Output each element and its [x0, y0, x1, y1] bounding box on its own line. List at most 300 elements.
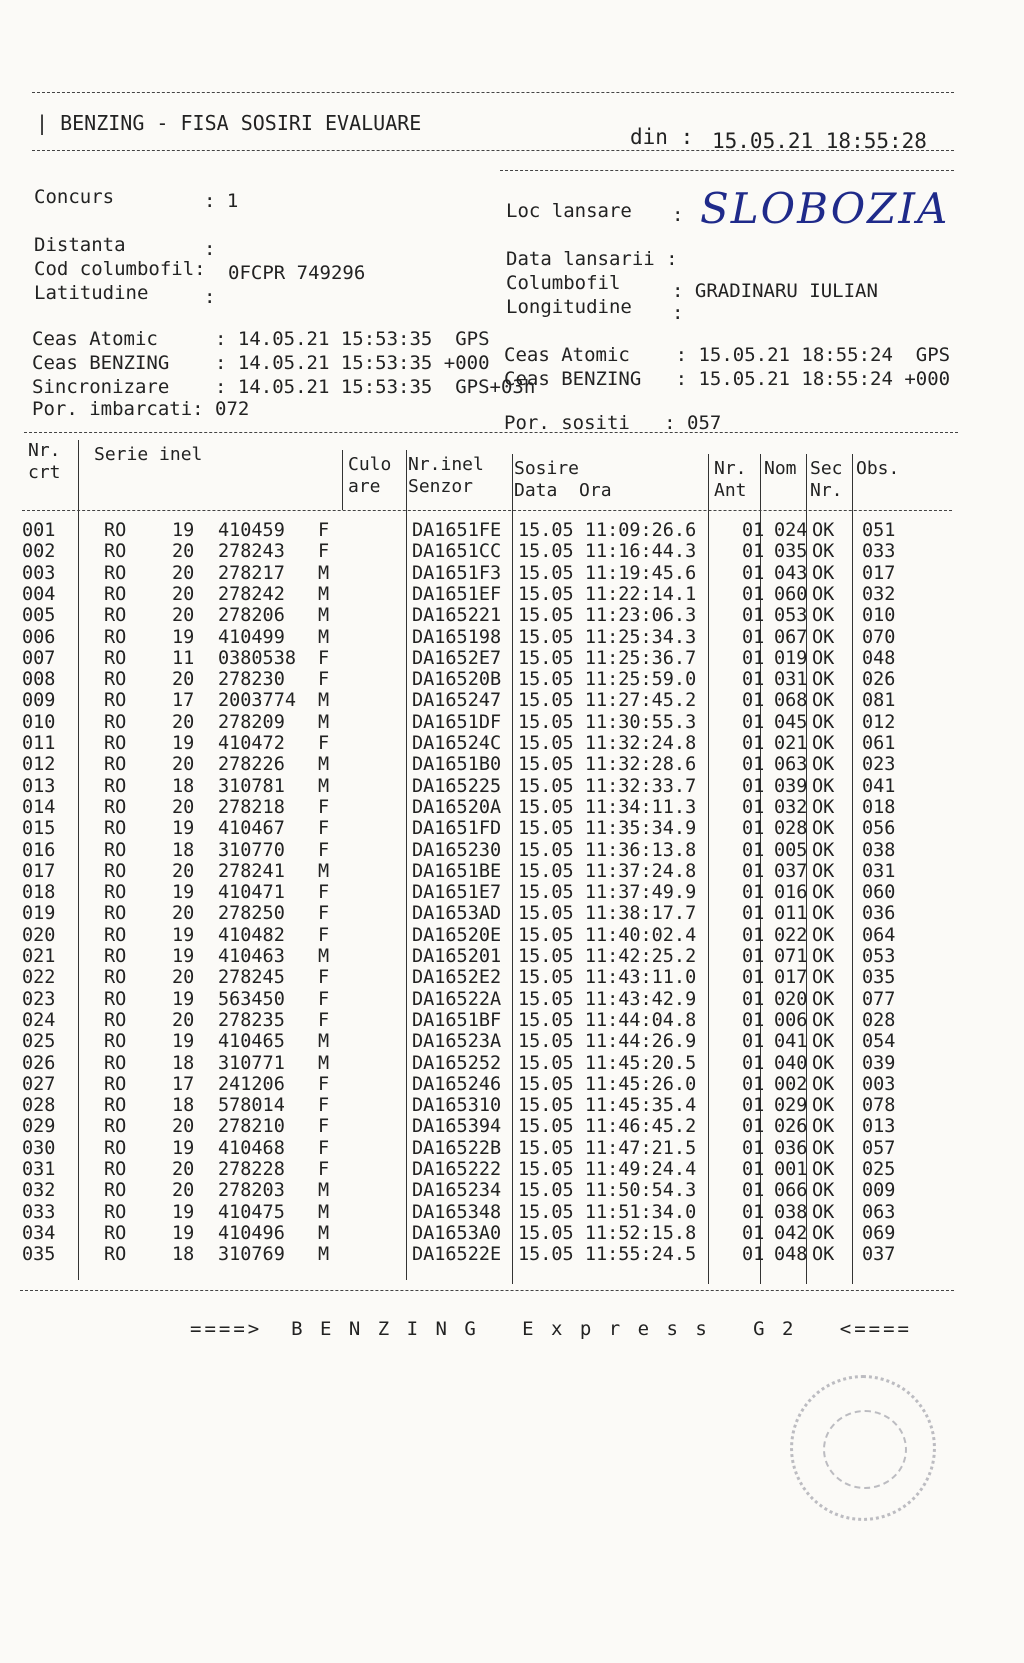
cell-ring-number: 278217	[218, 562, 285, 584]
cell-year: 20	[172, 605, 195, 627]
cell-sec-nr: OK	[812, 669, 835, 691]
cell-nr-crt: 032	[22, 1180, 56, 1202]
cell-nr-crt: 009	[22, 690, 56, 712]
cell-country: RO	[104, 1222, 127, 1244]
cell-nr-crt: 028	[22, 1095, 56, 1117]
cell-sensor-ring: DA165230	[412, 839, 502, 861]
cell-country: RO	[104, 669, 127, 691]
cell-year: 18	[172, 1244, 195, 1266]
cell-nr-ant: 01	[742, 690, 765, 712]
cell-sec-nr: OK	[812, 583, 835, 605]
cell-nr-crt: 026	[22, 1052, 56, 1074]
cell-year: 20	[172, 1159, 195, 1180]
concurs-label: Concurs	[34, 186, 115, 208]
cell-arrival: 15.05 11:37:49.9	[518, 882, 697, 904]
sincronizare: Sincronizare : 14.05.21 15:53:35 GPS+03h	[32, 376, 536, 398]
cell-nr-crt: 017	[22, 860, 56, 882]
cell-nr-crt: 022	[22, 967, 56, 989]
cell-nom: 024	[774, 520, 808, 541]
cell-sex: F	[318, 924, 330, 946]
cell-ring-number: 278210	[218, 1116, 285, 1138]
cell-year: 17	[172, 690, 195, 712]
cell-nr-ant: 01	[742, 733, 765, 754]
cell-nom: 017	[774, 967, 808, 989]
cell-nom: 011	[774, 903, 808, 925]
cell-obs: 028	[862, 1009, 896, 1031]
cell-ring-number: 410459	[218, 520, 285, 541]
cell-sensor-ring: DA1651F3	[412, 562, 502, 584]
cell-sensor-ring: DA1651DF	[412, 711, 502, 733]
cell-year: 18	[172, 839, 195, 861]
col-divider	[852, 454, 853, 1284]
cell-year: 20	[172, 711, 195, 733]
cell-sec-nr: OK	[812, 796, 835, 818]
cell-sec-nr: OK	[812, 733, 835, 754]
cell-ring-number: 310771	[218, 1052, 285, 1074]
ceas-benzing-start: Ceas BENZING : 14.05.21 15:53:35 +000	[32, 352, 490, 374]
header-nr-ant: Nr. Ant	[714, 458, 747, 501]
cell-nr-crt: 027	[22, 1073, 56, 1095]
cell-ring-number: 310781	[218, 775, 285, 797]
document-title-bar: | BENZING - FISA SOSIRI EVALUARE	[36, 111, 422, 135]
cell-year: 18	[172, 775, 195, 797]
cell-nr-ant: 01	[742, 1052, 765, 1074]
cell-sensor-ring: DA1651BE	[412, 860, 502, 882]
cell-nom: 038	[774, 1201, 808, 1223]
table-top-rule	[24, 432, 958, 433]
cell-year: 20	[172, 903, 195, 925]
cell-obs: 035	[862, 967, 896, 989]
longitudine-colon: :	[672, 302, 684, 324]
cell-obs: 069	[862, 1222, 896, 1244]
cell-nr-crt: 023	[22, 988, 56, 1010]
cell-nom: 019	[774, 647, 808, 669]
cell-nr-crt: 025	[22, 1031, 56, 1053]
cell-country: RO	[104, 1009, 127, 1031]
loc-lansare-handwritten: SLOBOZIA	[700, 184, 950, 233]
cell-sec-nr: OK	[812, 520, 835, 541]
cell-arrival: 15.05 11:32:33.7	[518, 775, 697, 797]
cell-country: RO	[104, 818, 127, 840]
cell-year: 20	[172, 562, 195, 584]
cell-nr-ant: 01	[742, 839, 765, 861]
data-lansarii-label: Data lansarii :	[506, 248, 678, 270]
ceas-atomic-end: Ceas Atomic : 15.05.21 18:55:24 GPS	[504, 344, 951, 366]
header-bottom-rule	[22, 510, 952, 511]
cell-ring-number: 310770	[218, 839, 285, 861]
cell-country: RO	[104, 1137, 127, 1159]
cell-nom: 071	[774, 946, 808, 967]
cell-sec-nr: OK	[812, 860, 835, 882]
cell-obs: 025	[862, 1159, 896, 1180]
cell-year: 20	[172, 541, 195, 563]
cell-sensor-ring: DA1651EF	[412, 583, 502, 605]
cell-nr-ant: 01	[742, 946, 765, 967]
cell-year: 19	[172, 1137, 195, 1159]
cod-columbofil-value: 0FCPR 749296	[228, 262, 366, 284]
cell-year: 20	[172, 1116, 195, 1138]
cell-nom: 060	[774, 583, 808, 605]
cell-nr-crt: 021	[22, 946, 56, 967]
cell-nom: 066	[774, 1180, 808, 1202]
cell-sex: M	[318, 1052, 330, 1074]
cell-nom: 042	[774, 1222, 808, 1244]
cell-nr-crt: 010	[22, 711, 56, 733]
cell-year: 19	[172, 520, 195, 541]
cell-year: 19	[172, 946, 195, 967]
cell-year: 19	[172, 626, 195, 648]
cell-sensor-ring: DA1651E7	[412, 882, 502, 904]
cell-country: RO	[104, 860, 127, 882]
cell-arrival: 15.05 11:32:28.6	[518, 754, 697, 776]
cell-sec-nr: OK	[812, 1137, 835, 1159]
cell-sensor-ring: DA165225	[412, 775, 502, 797]
cell-sex: M	[318, 1244, 330, 1266]
cell-nom: 053	[774, 605, 808, 627]
cell-ring-number: 278209	[218, 711, 285, 733]
cell-year: 17	[172, 1073, 195, 1095]
cell-obs: 017	[862, 562, 896, 584]
cell-ring-number: 410468	[218, 1137, 285, 1159]
cell-arrival: 15.05 11:49:24.4	[518, 1159, 697, 1180]
cell-arrival: 15.05 11:52:15.8	[518, 1222, 697, 1244]
ceas-atomic-start: Ceas Atomic : 14.05.21 15:53:35 GPS	[32, 328, 490, 350]
cell-year: 18	[172, 1052, 195, 1074]
cell-sec-nr: OK	[812, 1159, 835, 1180]
cell-country: RO	[104, 605, 127, 627]
cell-sex: F	[318, 1073, 330, 1095]
cell-arrival: 15.05 11:27:45.2	[518, 690, 697, 712]
cell-nr-crt: 008	[22, 669, 56, 691]
cell-nom: 026	[774, 1116, 808, 1138]
cell-year: 19	[172, 924, 195, 946]
cell-country: RO	[104, 1180, 127, 1202]
cell-country: RO	[104, 1244, 127, 1266]
cell-country: RO	[104, 946, 127, 967]
cell-sec-nr: OK	[812, 967, 835, 989]
cell-arrival: 15.05 11:22:14.1	[518, 583, 697, 605]
cell-obs: 026	[862, 669, 896, 691]
cell-obs: 010	[862, 605, 896, 627]
cell-sec-nr: OK	[812, 1095, 835, 1117]
cell-sensor-ring: DA165198	[412, 626, 502, 648]
cell-nom: 048	[774, 1244, 808, 1266]
cell-sec-nr: OK	[812, 903, 835, 925]
columbofil-value: : GRADINARU IULIAN	[672, 280, 878, 302]
cell-sex: F	[318, 839, 330, 861]
cell-country: RO	[104, 562, 127, 584]
cell-nr-crt: 005	[22, 605, 56, 627]
cell-ring-number: 410471	[218, 882, 285, 904]
cell-obs: 009	[862, 1180, 896, 1202]
cell-nom: 031	[774, 669, 808, 691]
cell-nr-ant: 01	[742, 967, 765, 989]
cell-sec-nr: OK	[812, 541, 835, 563]
round-stamp	[790, 1375, 936, 1521]
cell-arrival: 15.05 11:44:04.8	[518, 1009, 697, 1031]
header-nr-inel-senzor: Nr.inel Senzor	[408, 454, 484, 497]
cell-sensor-ring: DA165394	[412, 1116, 502, 1138]
cell-nr-ant: 01	[742, 1073, 765, 1095]
cell-year: 20	[172, 796, 195, 818]
cell-nr-crt: 034	[22, 1222, 56, 1244]
cell-nom: 028	[774, 818, 808, 840]
cell-year: 11	[172, 647, 195, 669]
cell-obs: 003	[862, 1073, 896, 1095]
cell-sex: F	[318, 967, 330, 989]
cell-sensor-ring: DA165348	[412, 1201, 502, 1223]
cell-sex: M	[318, 605, 330, 627]
cell-sex: M	[318, 626, 330, 648]
cell-arrival: 15.05 11:40:02.4	[518, 924, 697, 946]
cell-sec-nr: OK	[812, 1031, 835, 1053]
cell-ring-number: 278206	[218, 605, 285, 627]
cell-sensor-ring: DA1652E2	[412, 967, 502, 989]
cell-arrival: 15.05 11:55:24.5	[518, 1244, 697, 1266]
cell-year: 20	[172, 583, 195, 605]
cell-obs: 054	[862, 1031, 896, 1053]
cell-country: RO	[104, 1116, 127, 1138]
cell-sex: F	[318, 1095, 330, 1117]
cell-nr-crt: 012	[22, 754, 56, 776]
cell-nom: 039	[774, 775, 808, 797]
cell-arrival: 15.05 11:44:26.9	[518, 1031, 697, 1053]
date-bottom-rule	[500, 170, 954, 171]
latitudine-colon: :	[204, 286, 216, 308]
ceas-benzing-end: Ceas BENZING : 15.05.21 18:55:24 +000	[504, 368, 951, 390]
cell-obs: 061	[862, 733, 896, 754]
cell-sec-nr: OK	[812, 647, 835, 669]
cell-obs: 013	[862, 1116, 896, 1138]
cell-nom: 041	[774, 1031, 808, 1053]
cell-nr-crt: 002	[22, 541, 56, 563]
cell-sec-nr: OK	[812, 1073, 835, 1095]
cell-sex: F	[318, 1159, 330, 1180]
cell-arrival: 15.05 11:23:06.3	[518, 605, 697, 627]
cell-ring-number: 278235	[218, 1009, 285, 1031]
cell-sex: F	[318, 988, 330, 1010]
cell-obs: 012	[862, 711, 896, 733]
cell-year: 20	[172, 669, 195, 691]
cell-sensor-ring: DA16520E	[412, 924, 502, 946]
cell-nr-crt: 013	[22, 775, 56, 797]
cell-sec-nr: OK	[812, 839, 835, 861]
cell-obs: 041	[862, 775, 896, 797]
cell-arrival: 15.05 11:45:35.4	[518, 1095, 697, 1117]
cell-nom: 040	[774, 1052, 808, 1074]
cell-nr-crt: 033	[22, 1201, 56, 1223]
cell-sensor-ring: DA1653A0	[412, 1222, 502, 1244]
cell-nr-crt: 004	[22, 583, 56, 605]
cell-ring-number: 0380538	[218, 647, 296, 669]
cell-obs: 037	[862, 1244, 896, 1266]
cell-sex: F	[318, 903, 330, 925]
cell-arrival: 15.05 11:25:36.7	[518, 647, 697, 669]
cell-sex: M	[318, 775, 330, 797]
cell-nom: 005	[774, 839, 808, 861]
cell-nr-crt: 001	[22, 520, 56, 541]
cell-year: 19	[172, 1201, 195, 1223]
cell-country: RO	[104, 924, 127, 946]
cell-sec-nr: OK	[812, 946, 835, 967]
header-sosire: Sosire Data Ora	[514, 458, 612, 501]
cell-sec-nr: OK	[812, 1009, 835, 1031]
header-serie-inel: Serie inel	[94, 444, 203, 465]
cell-nr-crt: 035	[22, 1244, 56, 1266]
cell-nom: 043	[774, 562, 808, 584]
cell-sensor-ring: DA1651FE	[412, 520, 502, 541]
cell-sensor-ring: DA1652E7	[412, 647, 502, 669]
cell-nom: 002	[774, 1073, 808, 1095]
cell-nr-ant: 01	[742, 1116, 765, 1138]
cell-sec-nr: OK	[812, 882, 835, 904]
cell-year: 20	[172, 1180, 195, 1202]
cell-ring-number: 278228	[218, 1159, 285, 1180]
cell-sex: M	[318, 562, 330, 584]
cell-country: RO	[104, 839, 127, 861]
cell-ring-number: 278230	[218, 669, 285, 691]
cell-sensor-ring: DA165252	[412, 1052, 502, 1074]
cell-sex: F	[318, 796, 330, 818]
cell-obs: 081	[862, 690, 896, 712]
cell-obs: 051	[862, 520, 896, 541]
por-imbarcati: Por. imbarcati: 072	[32, 398, 250, 420]
cell-sex: F	[318, 647, 330, 669]
cell-nr-ant: 01	[742, 924, 765, 946]
cell-sex: F	[318, 1116, 330, 1138]
cell-sec-nr: OK	[812, 626, 835, 648]
cell-sec-nr: OK	[812, 711, 835, 733]
cell-nr-ant: 01	[742, 605, 765, 627]
cell-sensor-ring: DA16523A	[412, 1031, 502, 1053]
title-bottom-rule	[32, 150, 954, 151]
cell-nom: 035	[774, 541, 808, 563]
cell-obs: 053	[862, 946, 896, 967]
cell-nr-ant: 01	[742, 1201, 765, 1223]
cell-obs: 039	[862, 1052, 896, 1074]
footer-banner: ====> B E N Z I N G E x p r e s s G 2 <====	[190, 1318, 912, 1340]
cell-sec-nr: OK	[812, 605, 835, 627]
cell-ring-number: 410472	[218, 733, 285, 754]
cell-obs: 036	[862, 903, 896, 925]
cell-nr-ant: 01	[742, 775, 765, 797]
cell-obs: 048	[862, 647, 896, 669]
cell-arrival: 15.05 11:30:55.3	[518, 711, 697, 733]
cell-nr-ant: 01	[742, 903, 765, 925]
cell-arrival: 15.05 11:25:34.3	[518, 626, 697, 648]
cell-nom: 067	[774, 626, 808, 648]
distanta-colon: :	[204, 238, 216, 260]
cell-arrival: 15.05 11:38:17.7	[518, 903, 697, 925]
header-culoare: Culo are	[348, 454, 392, 497]
din-label: din :	[630, 125, 694, 149]
cell-nr-crt: 018	[22, 882, 56, 904]
cell-arrival: 15.05 11:43:42.9	[518, 988, 697, 1010]
cell-sec-nr: OK	[812, 1201, 835, 1223]
cell-nr-crt: 006	[22, 626, 56, 648]
cell-obs: 056	[862, 818, 896, 840]
cell-obs: 070	[862, 626, 896, 648]
cell-ring-number: 278218	[218, 796, 285, 818]
cell-sec-nr: OK	[812, 1180, 835, 1202]
cell-sec-nr: OK	[812, 562, 835, 584]
cell-sec-nr: OK	[812, 1244, 835, 1266]
cell-sec-nr: OK	[812, 1116, 835, 1138]
cell-nr-ant: 01	[742, 754, 765, 776]
cell-nom: 045	[774, 711, 808, 733]
cell-nr-ant: 01	[742, 1137, 765, 1159]
cell-year: 20	[172, 754, 195, 776]
cell-country: RO	[104, 541, 127, 563]
cell-arrival: 15.05 11:45:26.0	[518, 1073, 697, 1095]
cell-nom: 063	[774, 754, 808, 776]
cell-nr-crt: 014	[22, 796, 56, 818]
table-bottom-rule	[20, 1290, 954, 1291]
cell-nr-ant: 01	[742, 711, 765, 733]
col-divider	[708, 454, 709, 1284]
col-divider	[78, 440, 79, 1280]
cell-sensor-ring: DA1651BF	[412, 1009, 502, 1031]
cell-arrival: 15.05 11:34:11.3	[518, 796, 697, 818]
cell-nr-ant: 01	[742, 988, 765, 1010]
cell-nr-ant: 01	[742, 1244, 765, 1266]
cell-year: 19	[172, 818, 195, 840]
cell-sec-nr: OK	[812, 690, 835, 712]
cell-nr-ant: 01	[742, 583, 765, 605]
cell-country: RO	[104, 1201, 127, 1223]
cell-sex: F	[318, 1009, 330, 1031]
cell-year: 19	[172, 882, 195, 904]
cell-sex: M	[318, 754, 330, 776]
cell-sensor-ring: DA16520B	[412, 669, 502, 691]
cell-obs: 078	[862, 1095, 896, 1117]
cell-nr-ant: 01	[742, 882, 765, 904]
top-dashed-rule	[32, 92, 954, 93]
cell-nr-ant: 01	[742, 541, 765, 563]
cell-country: RO	[104, 754, 127, 776]
cell-year: 20	[172, 860, 195, 882]
cell-sex: M	[318, 711, 330, 733]
cell-nr-ant: 01	[742, 562, 765, 584]
cell-nr-ant: 01	[742, 1159, 765, 1180]
cell-ring-number: 278203	[218, 1180, 285, 1202]
cell-sec-nr: OK	[812, 818, 835, 840]
cell-country: RO	[104, 1073, 127, 1095]
cell-arrival: 15.05 11:19:45.6	[518, 562, 697, 584]
cell-year: 19	[172, 1031, 195, 1053]
cell-ring-number: 410467	[218, 818, 285, 840]
cell-country: RO	[104, 1095, 127, 1117]
cell-ring-number: 278242	[218, 583, 285, 605]
cell-ring-number: 410482	[218, 924, 285, 946]
cell-ring-number: 410496	[218, 1222, 285, 1244]
cell-nr-ant: 01	[742, 860, 765, 882]
cell-country: RO	[104, 796, 127, 818]
cell-sex: F	[318, 1137, 330, 1159]
cell-obs: 057	[862, 1137, 896, 1159]
cell-obs: 038	[862, 839, 896, 861]
cell-sensor-ring: DA16524C	[412, 733, 502, 754]
cell-ring-number: 278243	[218, 541, 285, 563]
cell-nr-crt: 024	[22, 1009, 56, 1031]
cell-sensor-ring: DA16522E	[412, 1244, 502, 1266]
cell-nr-crt: 020	[22, 924, 56, 946]
concurs-value: : 1	[204, 190, 239, 212]
cell-arrival: 15.05 11:47:21.5	[518, 1137, 697, 1159]
cell-arrival: 15.05 11:37:24.8	[518, 860, 697, 882]
cell-ring-number: 278250	[218, 903, 285, 925]
cell-year: 18	[172, 1095, 195, 1117]
